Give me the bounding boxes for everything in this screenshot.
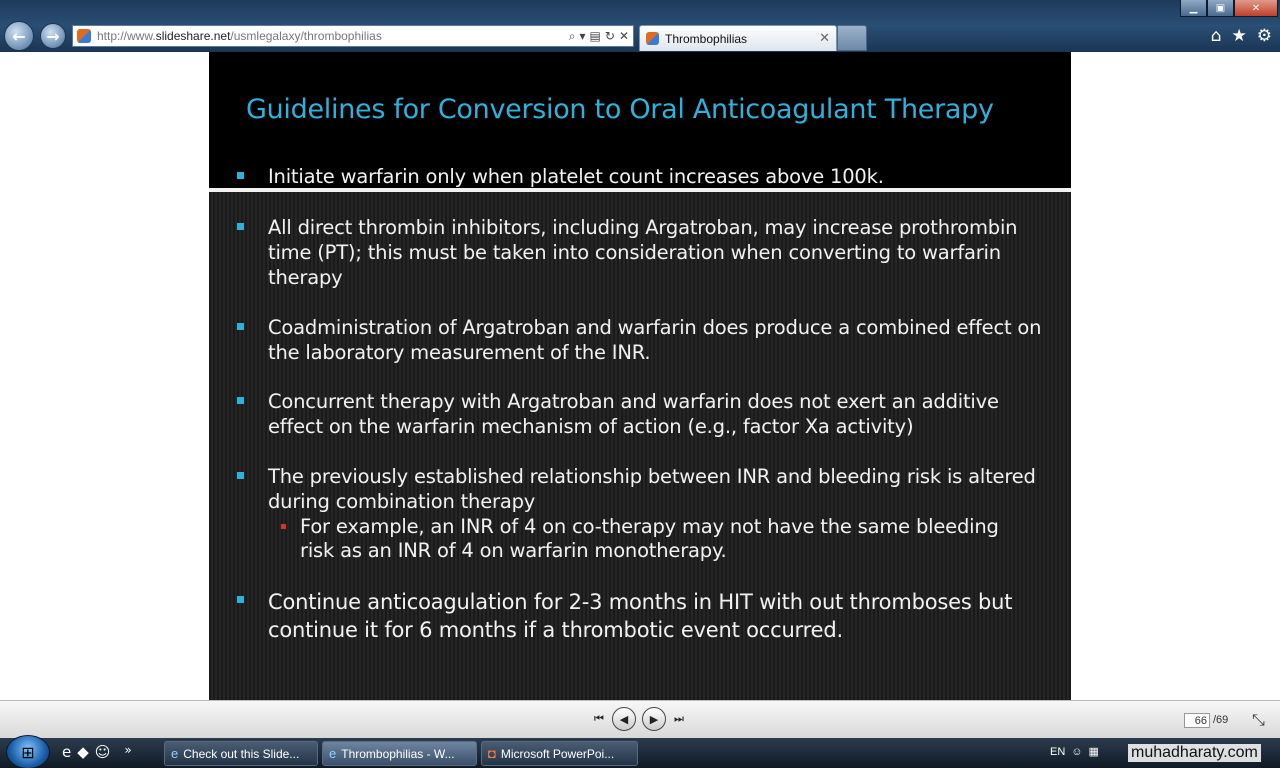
taskbar-item-label: Microsoft PowerPoi... — [500, 746, 615, 761]
powerpoint-icon: ◘ — [488, 746, 496, 761]
favorites-star-icon[interactable]: ★ — [1231, 26, 1247, 46]
bullet-item — [237, 389, 1047, 439]
command-icons — [1211, 26, 1272, 46]
bullet-square-icon — [237, 397, 244, 404]
minimize-button[interactable]: ▁ — [1180, 0, 1207, 17]
ie-icon: e — [171, 746, 179, 761]
url-path: /usmlegalaxy/thrombophilias — [230, 29, 382, 43]
tab-close-icon[interactable]: ✕ — [819, 31, 830, 46]
language-indicator[interactable]: EN — [1050, 745, 1066, 758]
slide-player-bar — [0, 700, 1280, 738]
site-favicon-icon — [77, 29, 91, 43]
compatibility-view-icon[interactable]: ▤ — [589, 28, 601, 43]
previous-slide-button[interactable] — [612, 707, 636, 731]
last-slide-icon[interactable]: ⏭ — [674, 712, 684, 725]
system-tray — [1050, 745, 1099, 758]
taskbar-item[interactable] — [481, 741, 638, 766]
start-button[interactable] — [6, 735, 50, 768]
back-button[interactable] — [4, 21, 34, 51]
windows-logo-icon: ⊞ — [21, 742, 35, 762]
address-url[interactable] — [97, 29, 569, 43]
forward-button[interactable] — [40, 23, 66, 49]
watermark: muhadharaty.com — [1128, 744, 1261, 762]
url-domain: slideshare.net — [155, 29, 231, 43]
address-bar[interactable] — [72, 25, 634, 47]
bullet-text: All direct thrombin inhibitors, including Argatroban, may increase prothrombin time (PT); this must be taken into consideration when converting to warfarin therapy — [268, 216, 1018, 289]
taskbar-item-label: Check out this Slide... — [183, 746, 300, 761]
bullet-text: Concurrent therapy with Argatroban and warfarin does not exert an additive effect on the warfarin mechanism of action (e.g., factor Xa activity) — [268, 390, 999, 438]
sub-bullet-square-icon — [281, 524, 286, 529]
taskbar-item[interactable] — [164, 741, 318, 766]
previous-icon: ◀ — [619, 712, 629, 726]
stop-icon[interactable]: ✕ — [618, 28, 629, 43]
new-tab-button[interactable] — [837, 25, 867, 51]
ie-icon[interactable]: e — [62, 743, 72, 761]
messenger-icon[interactable]: ☺ — [94, 743, 111, 761]
home-icon[interactable]: ⌂ — [1210, 26, 1222, 46]
first-slide-icon[interactable]: ⏮ — [594, 712, 604, 725]
forward-arrow-icon: → — [46, 26, 60, 46]
ie-icon: e — [329, 746, 337, 761]
bullet-square-icon — [237, 223, 244, 230]
address-bar-tools — [569, 29, 633, 44]
bullet-square-icon — [237, 596, 244, 603]
fullscreen-icon[interactable]: ⤡ — [1252, 710, 1265, 729]
bullet-text: Continue anticoagulation for 2-3 months in HIT with out thromboses but continue it for 6 months if a thrombotic event occurred. — [268, 590, 1013, 642]
dropdown-icon[interactable]: ▾ — [579, 28, 586, 43]
bullet-square-icon — [237, 172, 244, 179]
url-prefix: http://www. — [97, 29, 156, 43]
messenger-tray-icon[interactable]: ☺ — [1071, 745, 1083, 758]
bullet-square-icon — [237, 323, 244, 330]
search-icon[interactable]: ⌕ — [568, 28, 576, 43]
page-number-input[interactable] — [1184, 713, 1210, 728]
tab-title: Thrombophilias — [665, 31, 748, 46]
bullet-square-icon — [237, 472, 244, 479]
tab-favicon-icon — [646, 32, 659, 45]
taskbar-item[interactable] — [322, 741, 477, 766]
back-arrow-icon: ← — [12, 26, 26, 46]
windows-taskbar — [0, 738, 1280, 768]
bullet-text: Coadministration of Argatroban and warfarin does produce a combined effect on the laboratory measurement of the INR. — [268, 316, 1042, 364]
bullet-item — [237, 164, 1047, 189]
next-slide-button[interactable] — [642, 707, 666, 731]
next-icon: ▶ — [649, 712, 659, 726]
page-total: /69 — [1213, 714, 1229, 726]
tab-thrombophilias[interactable] — [639, 25, 837, 51]
taskbar-item-label: Thrombophilias - W... — [341, 746, 455, 761]
bullet-text: Initiate warfarin only when platelet count increases above 100k. — [268, 165, 884, 188]
bullet-item — [237, 588, 1047, 644]
bullet-item — [237, 215, 1047, 290]
maximize-button[interactable]: ▣ — [1207, 0, 1234, 17]
media-icon[interactable]: ◆ — [77, 743, 89, 761]
close-window-button[interactable]: ✕ — [1234, 0, 1278, 17]
bullet-text: The previously established relationship between INR and bleeding risk is altered during combination therapy — [268, 465, 1036, 513]
slide-title: Guidelines for Conversion to Oral Anticoagulant Therapy — [246, 94, 994, 125]
quick-launch — [62, 743, 132, 761]
bullet-item — [237, 464, 1047, 514]
refresh-icon[interactable]: ↻ — [604, 28, 615, 43]
window-controls — [1180, 0, 1278, 17]
quick-launch-more-icon[interactable]: » — [124, 743, 132, 757]
bullet-item — [237, 315, 1047, 365]
player-controls — [592, 707, 686, 731]
sub-bullet-text: For example, an INR of 4 on co-therapy may not have the same bleeding risk as an INR of 4 on warfarin monotherapy. — [300, 515, 999, 562]
tools-gear-icon[interactable]: ⚙ — [1256, 26, 1272, 46]
sub-bullet-item — [281, 515, 1021, 563]
browser-chrome — [0, 0, 1280, 52]
slide-viewer — [209, 52, 1071, 700]
network-icon[interactable]: ▦ — [1088, 746, 1099, 758]
